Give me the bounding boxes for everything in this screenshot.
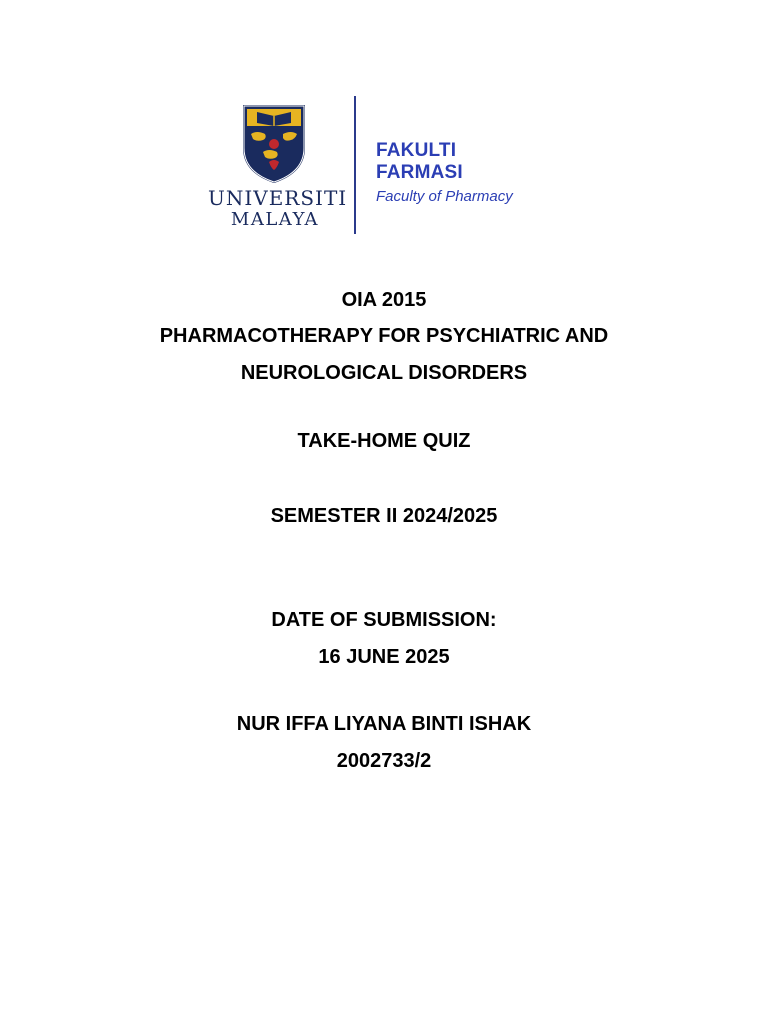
faculty-name-malay: FAKULTI FARMASI	[376, 140, 463, 183]
faculty-name-english: Faculty of Pharmacy	[376, 188, 513, 205]
submission-label: DATE OF SUBMISSION:	[271, 609, 497, 631]
university-name	[208, 186, 348, 230]
university-name-line1: UNIVERSITI	[208, 186, 348, 210]
course-name-line1: PHARMACOTHERAPY FOR PSYCHIATRIC AND	[159, 325, 609, 347]
semester: SEMESTER II 2024/2025	[270, 505, 498, 527]
course-code: OIA 2015	[341, 289, 427, 311]
faculty-name	[376, 140, 548, 205]
course-name-line2: NEUROLOGICAL DISORDERS	[240, 362, 528, 384]
submission-date: 16 JUNE 2025	[318, 646, 450, 668]
logo-divider	[354, 96, 356, 234]
university-name-line2: MALAYA	[230, 209, 320, 230]
student-name: NUR IFFA LIYANA BINTI ISHAK	[236, 713, 532, 735]
university-crest-icon	[241, 104, 307, 184]
student-id: 2002733/2	[336, 750, 432, 772]
university-logo	[208, 96, 548, 236]
assessment-type: TAKE-HOME QUIZ	[297, 430, 471, 452]
